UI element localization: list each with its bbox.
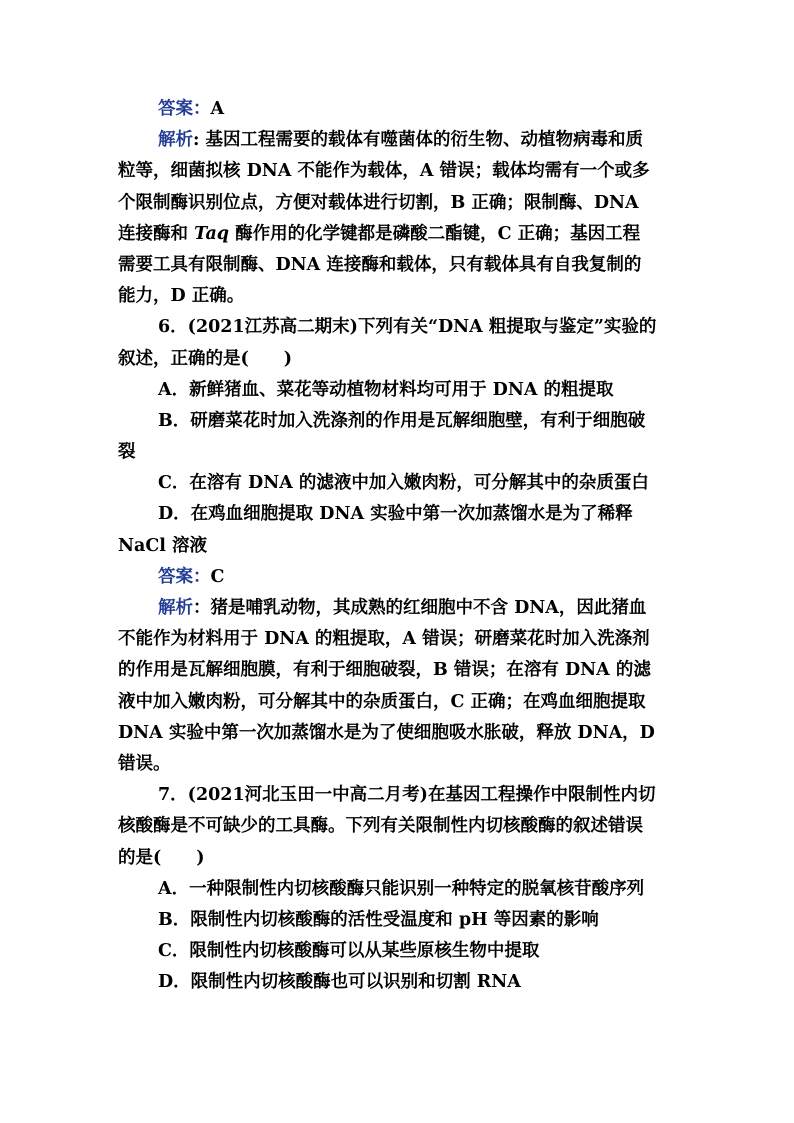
option-d: D．在鸡血细胞提取 DNA 实验中第一次加蒸馏水是为了稀释 <box>158 504 633 525</box>
option-c: C．限制性内切核酸酶可以从某些原核生物中提取 <box>158 941 540 962</box>
analysis-line: 不能作为材料用于 DNA 的粗提取，A 错误；研磨菜花时加入洗涤剂 <box>118 629 650 650</box>
analysis-line: 液中加入嫩肉粉，可分解其中的杂质蛋白，C 正确；在鸡血细胞提取 <box>118 691 646 712</box>
option-b-cont: 裂 <box>118 442 136 463</box>
option-d: D．限制性内切核酸酶也可以识别和切割 RNA <box>158 972 521 993</box>
answer-value: C <box>210 566 225 587</box>
analysis-line: 需要工具有限制酶、DNA 连接酶和载体，只有载体具有自我复制的 <box>118 254 642 275</box>
answer-value: A <box>210 99 225 119</box>
analysis-line: 连接酶和 Taq 酶作用的化学键都是磷酸二酯键，C 正确；基因工程 <box>118 223 641 244</box>
answer-label: 答案： <box>158 566 211 587</box>
answer-line-q6 <box>118 562 678 593</box>
analysis-line: 错误。 <box>118 753 171 774</box>
analysis-line: 的作用是瓦解细胞膜，有利于细胞破裂，B 错误；在溶有 DNA 的滤 <box>118 660 651 681</box>
answer-label: 答案： <box>158 99 211 119</box>
analysis-line: 解析：猪是哺乳动物，其成熟的红细胞中不含 DNA，因此猪血 <box>158 598 647 618</box>
analysis-line: 解析: 基因工程需要的载体有噬菌体的衍生物、动植物病毒和质 <box>158 130 644 151</box>
answer-line-q5 <box>118 94 678 125</box>
question-stem-q7: 7．(2021河北玉田一中高二月考)在基因工程操作中限制性内切 <box>158 785 656 806</box>
analysis-label: 解析 <box>158 598 193 618</box>
question-stem-q7: 的是( ) <box>118 847 205 868</box>
option-b: B．限制性内切核酸酶的活性受温度和 pH 等因素的影响 <box>158 909 599 930</box>
question-stem-q7: 核酸酶是不可缺少的工具酶。下列有关限制性内切核酸酶的叙述错误 <box>118 816 643 837</box>
question-stem-q6: 6．(2021江苏高二期末)下列有关“DNA 粗提取与鉴定”实验的 <box>158 317 657 338</box>
option-a: A．一种限制性内切核酸酶只能识别一种特定的脱氧核苷酸序列 <box>158 878 645 899</box>
option-d-cont: NaCl 溶液 <box>118 535 208 556</box>
analysis-label: 解析 <box>158 130 193 151</box>
analysis-line: DNA 实验中第一次加蒸馏水是为了使细胞吸水胀破，释放 DNA，D <box>118 722 655 743</box>
text-block <box>118 94 678 998</box>
option-c: C．在溶有 DNA 的滤液中加入嫩肉粉，可分解其中的杂质蛋白 <box>158 473 649 494</box>
analysis-line: 个限制酶识别位点，方便对载体进行切割，B 正确；限制酶、DNA <box>118 192 639 213</box>
option-b: B．研磨菜花时加入洗涤剂的作用是瓦解细胞壁，有利于细胞破 <box>158 410 646 431</box>
taq-term: Taq <box>194 223 230 244</box>
analysis-line: 粒等，细菌拟核 DNA 不能作为载体，A 错误；载体均需有一个或多 <box>118 161 650 182</box>
question-stem-q6: 叙述，正确的是( ) <box>118 348 293 369</box>
option-a: A．新鲜猪血、菜花等动植物材料均可用于 DNA 的粗提取 <box>158 379 614 400</box>
analysis-line: 能力，D 正确。 <box>118 286 245 307</box>
